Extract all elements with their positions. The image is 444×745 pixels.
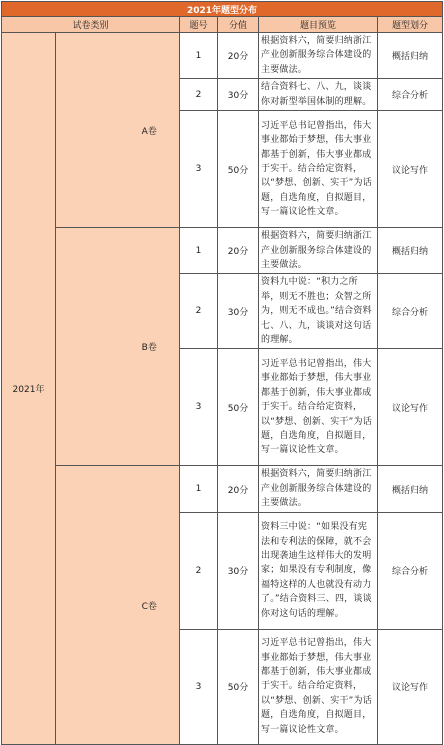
question-preview: 根据资料六，简要归纳浙江产业创新服务综合体建设的主要做法。 bbox=[259, 33, 378, 79]
question-preview: 根据资料六，简要归纳浙江产业创新服务综合体建设的主要做法。 bbox=[259, 466, 378, 512]
question-type: 议论写作 bbox=[378, 111, 443, 228]
paper-c-label: C卷 bbox=[120, 466, 180, 744]
question-preview: 结合资料七、八、九，谈谈你对新型举国体制的理解。 bbox=[259, 79, 378, 111]
question-type: 议论写作 bbox=[378, 629, 443, 744]
question-number: 3 bbox=[180, 629, 218, 744]
paper-b-label: B卷 bbox=[120, 228, 180, 466]
question-type: 概括归纳 bbox=[378, 33, 443, 79]
question-preview: 根据资料六，简要归纳浙江产业创新服务综合体建设的主要做法。 bbox=[259, 228, 378, 274]
question-number: 2 bbox=[180, 274, 218, 349]
question-type: 概括归纳 bbox=[378, 228, 443, 274]
table-row bbox=[2, 466, 443, 512]
question-preview: 习近平总书记曾指出，伟大事业都始于梦想，伟大事业都基于创新，伟大事业都成于实干。结合给定资料，以“梦想、创新、实干”为话题，自选角度，自拟题目，写一篇议论性文章。 bbox=[259, 349, 378, 466]
table-row bbox=[2, 33, 443, 79]
header-score: 分值 bbox=[218, 17, 259, 33]
question-type: 议论写作 bbox=[378, 349, 443, 466]
header-type: 题型划分 bbox=[378, 17, 443, 33]
question-distribution-table bbox=[1, 1, 443, 745]
question-score: 20分 bbox=[218, 466, 259, 512]
question-preview: 资料三中说：“如果没有宪法和专利法的保障，就不会出现袭迪生这样伟大的发明家；如果没有专利制度，像福特这样的人也就没有动力了。”结合资料三、四，谈谈你对这句话的理解。 bbox=[259, 512, 378, 629]
question-score: 30分 bbox=[218, 274, 259, 349]
question-score: 30分 bbox=[218, 512, 259, 629]
header-preview: 题目预览 bbox=[259, 17, 378, 33]
table-row bbox=[2, 228, 443, 274]
question-score: 50分 bbox=[218, 629, 259, 744]
paper-a-spacer bbox=[56, 33, 120, 228]
question-score: 20分 bbox=[218, 33, 259, 79]
header-category: 试卷类别 bbox=[2, 17, 180, 33]
question-number: 2 bbox=[180, 79, 218, 111]
question-score: 50分 bbox=[218, 111, 259, 228]
question-preview: 习近平总书记曾指出，伟大事业都始于梦想，伟大事业都基于创新，伟大事业都成于实干。结合给定资料，以“梦想、创新、实干”为话题，自选角度，自拟题目，写一篇议论性文章。 bbox=[259, 111, 378, 228]
question-number: 3 bbox=[180, 349, 218, 466]
question-number: 3 bbox=[180, 111, 218, 228]
question-type: 综合分析 bbox=[378, 274, 443, 349]
question-type: 综合分析 bbox=[378, 512, 443, 629]
question-preview: 习近平总书记曾指出，伟大事业都始于梦想，伟大事业都基于创新，伟大事业都成于实干。结合给定资料，以“梦想、创新、实干”为话题，自选角度，自拟题目，写一篇议论性文章。 bbox=[259, 629, 378, 744]
question-score: 50分 bbox=[218, 349, 259, 466]
paper-b-spacer bbox=[56, 228, 120, 466]
question-score: 20分 bbox=[218, 228, 259, 274]
question-number: 1 bbox=[180, 466, 218, 512]
header-number: 题号 bbox=[180, 17, 218, 33]
paper-c-spacer bbox=[56, 466, 120, 744]
question-number: 1 bbox=[180, 33, 218, 79]
question-number: 2 bbox=[180, 512, 218, 629]
question-preview: 资料九中说：“积力之所举，则无不胜也；众智之所为，则无不成也。”结合资料七、八、九，谈谈对这句话的理解。 bbox=[259, 274, 378, 349]
paper-a-label: A卷 bbox=[120, 33, 180, 228]
year-cell: 2021年 bbox=[2, 33, 56, 745]
question-score: 30分 bbox=[218, 79, 259, 111]
question-type: 综合分析 bbox=[378, 79, 443, 111]
table-title: 2021年题型分布 bbox=[2, 2, 443, 17]
question-type: 概括归纳 bbox=[378, 466, 443, 512]
question-number: 1 bbox=[180, 228, 218, 274]
